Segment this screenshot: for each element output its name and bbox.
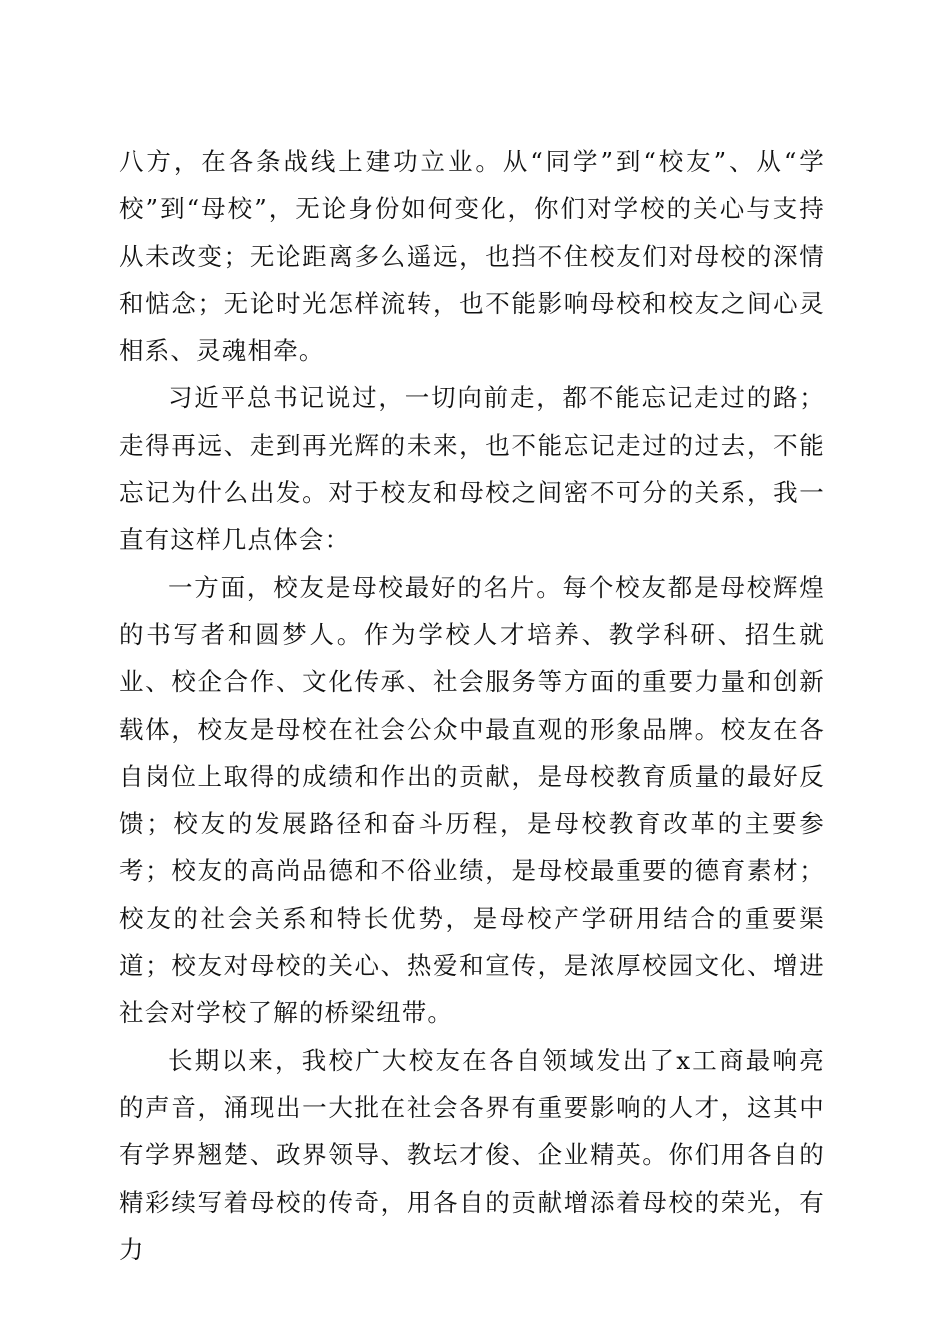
paragraph-alumni-achievements: 长期以来，我校广大校友在各自领域发出了x工商最响亮的声音，涌现出一大批在社会各界有重要影响的人才，这其中有学界翘楚、政界领导、教坛才俊、企业精英。你们用各自的精彩续写着母校的传奇，用各自的贡献增添着母校的荣光，有力 <box>119 1045 825 1264</box>
paragraph-quote: 习近平总书记说过，一切向前走，都不能忘记走过的路；走得再远、走到再光辉的未来，也不能忘记走过的过去，不能忘记为什么出发。对于校友和母校之间密不可分的关系，我一直有这样几点体会： <box>119 383 825 555</box>
document-body <box>119 138 825 1273</box>
paragraph-alumni-business-card: 一方面，校友是母校最好的名片。每个校友都是母校辉煌的书写者和圆梦人。作为学校人才培养、教学科研、招生就业、校企合作、文化传承、社会服务等方面的重要力量和创新载体，校友是母校在社会公众中最直观的形象品牌。校友在各自岗位上取得的成绩和作出的贡献，是母校教育质量的最好反馈；校友的发展路径和奋斗历程，是母校教育改革的主要参考；校友的高尚品德和不俗业绩，是母校最重要的德育素材；校友的社会关系和特长优势，是母校产学研用结合的重要渠道；校友对母校的关心、热爱和宣传，是浓厚校园文化、增进社会对学校了解的桥梁纽带。 <box>119 572 825 1028</box>
paragraph-continuation: 八方，在各条战线上建功立业。从“同学”到“校友”、从“学校”到“母校”，无论身份如何变化，你们对学校的关心与支持从未改变；无论距离多么遥远，也挡不住校友们对母校的深情和惦念；无论时光怎样流转，也不能影响母校和校友之间心灵相系、灵魂相牵。 <box>119 147 825 366</box>
